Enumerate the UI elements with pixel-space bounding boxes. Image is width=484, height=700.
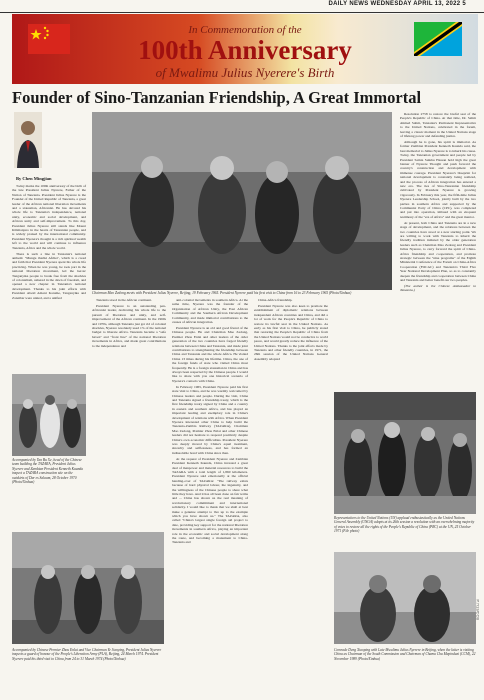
tanzania-flag-icon — [414, 22, 462, 56]
caption-bottom-right-photo: Comrade Deng Xiaoping with Late Mwalimu Julius Nyerere in Beijing, when the latter is visiting China as Chairman of the South Commission and Chairman of Chama Cha Mapinduzi (CCM), 22 November 1989 (Photo/Xinhua) — [334, 648, 476, 661]
banner-line-3: of Mwalimu Julius Nyerere's Birth — [155, 65, 335, 80]
byline: By Chen Mingjian — [16, 176, 52, 181]
caption-mid-right-photo: Representatives to the United Nations (UN) applaud enthusiastically as the United Nations General Assembly (UNGA) adopts at its 26th session a resolution with an overwhelming majority of votes to restore all the rights of the People's Republic of China (PRC) at the UN, 25 October 1971 (File photo) — [334, 516, 475, 534]
paragraph: Although he is gone, his spirit is immortal. As former Zambian President Kenneth Kaunda said, the best memorial to Julius Nyerere is to inherit his cause. Today, the Tanzanian government and people led by President Samia Suluhu Hassan hold high the great banner of Nyerere Thought and push forward the country's construction and development with immense courage. President Nyerere's blueprint for national development is constantly being realized, and the process of African integration has entered a new era. The ties of Sino-Tanzanian friendship cultivated by President Nyerere is growing vigorously. In February this year, the fifth-time Julius Nyerere Leadership School, jointly built by the two parties in southern Africa and supported by the Communist Party of China (CPC), was completed and put into operation, imbued with an eloquent testimony of the "era of Africa" and the great mentor. — [400, 139, 477, 219]
caption-mid-left-photo: Accompanied by Tan Bu Xe, head of the Chinese team building the TAZARA, President Julius Nyerere and Zambian President Kenneth Kaunda inspect a TAZARA construction site on the outskirts of Dar es Salaam, 28 October 1970 (Photo/Xinhua) — [12, 458, 83, 485]
photo-mao-nyerere — [92, 112, 392, 290]
photo-guard-of-honour — [12, 532, 164, 644]
paragraph: President Nyerere is an outstanding pan-Africanist leader, dedicating his whole life to the pursuit of liberation and unity, and self-improvement of the African continent. In the 1960s and 1970s, although Tanzania just got rid of colonial shackles, Nyerere resolutely used 1% of the national budget to liberate Africa. Tanzania became a "safe haven" and "front line" of the national liberation movements in Africa, and made great contributions to the independence and — [92, 303, 166, 348]
article-column-3 — [172, 298, 248, 546]
article-column-4 — [254, 298, 328, 363]
paragraph: At the request of President Nyerere and Zambian President Kenneth Kaunda, China invested a great deal of manpower and material resources to build the TAZARA with a total length of 1,860 kilometers. President Nyerere said emotionally at the official handing-over of TAZARA: "The railway exists because of hard physical labour, the ingenuity, and the willingness of the Chinese people to share what little they have. And it has all been done on fair terms and ... China has shown us the real meaning of revolutionary commitment and international solidarity. I would like to thank that we shall at best make a genuine attempt to live up to the example which you have shown us." The TAZARA, also called "China's largest single foreign aid project to date, providing key support for the national liberation movements in southern Africa, playing an important role in the economic and social development along the route, and becoming a monument to China-Tanzania and — [172, 456, 248, 545]
article-column-5 — [400, 112, 476, 294]
page-marker: P.7/13/CCB — [476, 599, 481, 620]
paragraph: Tanzania stood in the African continent. — [96, 298, 152, 302]
photo-tazara-inspection — [12, 374, 86, 456]
paragraph: President Nyerere was also keen to promote the establishment of diplomatic relations between independent African countries and China, and did a lot of work for the People's Republic of China to restore its lawful seat in the United Nations. As early as his first visit to China, he publicly stated that restoring the People's Republic of China from the United Nations would not be conducive to world peace, and would greatly reduce the influence of the United Nations. Thanks to the joint efforts made by Tanzania and other friendly countries, in 1971, the 26th session of the United Nations General Assembly adopted — [254, 303, 328, 361]
photo-deng-nyerere — [334, 552, 476, 644]
caption-top-photo: Chairman Mao Zedong meets with President Julius Nyerere, Beijing, 19 February 1965. President Nyerere paid his first visit to China from 16 to 23 February 1965 (Photo/Xinhua) — [92, 291, 352, 295]
banner-line-1: In Commemoration of the — [188, 24, 302, 36]
caption-bottom-left-photo: Accompanied by Chinese Premier Zhou Enlai and Vice Chairman Ye Jianying, President Julius Nyerere inspects a guard of honour of the People's Liberation Army (PLA), Beijing, 24 March 1974. President Nyerere paid his third visit to China from 24 to 31 March 1974 (Photo/Xinhua) — [12, 648, 162, 661]
paragraph: President Nyerere is an old and good friend of the Chinese people. He and Chairman Mao Zedong, Premier Zhou Enlai and other leaders of the older generation of the two countries have forged friendly relations between China and Tanzania, and made joint contributions to strengthening the friendship between China and Tanzania and the whole Africa. He visited China 13 times during his lifetime. China, the one of the foreign funds of state who visited China most frequently. He is a foreign statesman in China and has always been respected by the Chinese people. I would like to share with you one historical scenario of Nyerere's contacts with China. — [172, 325, 248, 383]
author-portrait — [14, 112, 42, 168]
paragraph: (The author is the Chinese Ambassador to Tanzania.) — [400, 283, 476, 293]
paragraph: Resolution 2758 to restore the lawful seat of the People's Republic of China. At that time, Dr. Salim Ahmed Salim, Tanzania's Permanent Representative to the United Nations, celebrated in the forum, leaving a classic moment in the United Nations stage of lifelong power and defending justice. — [400, 112, 476, 139]
masthead — [0, 0, 484, 13]
paragraph: anti-colonial movements in southern Africa. At the same time, Nyerere was the founder of the Organization of African Unity, the East African Community and the Southern African Development Community, and made immortal contributions to the causes of African integration. — [172, 298, 248, 325]
paragraph: There is such a line in Tanzania's national anthem: "Mungu ibariki Afrika", which is a creed and faith that President Nyerere spent his whole life practicing. When he was young, he took part in the national liberation movement, led the heroic Tanganyika people to break free from the shackles of colonialism, ushered in the dawn of freedom, and opened a new chapter in Tanzania's national development. Thanks to his joint efforts with President Abeid Amani Karume, Tanganyika and Zanzibar were united, and a unified — [12, 251, 86, 300]
article-column-2 — [92, 298, 166, 349]
paragraph: In February 1965, President Nyerere paid his first state visit to China, and he was warmly welcomed by Chinese leaders and people. During the visit, China and Tanzania signed a friendship treaty, which is the first friendship treaty signed by China and a country in eastern and southern Africa, and has played an important leading and exemplary role in China's development of relations with Africa. When President Nyerere interested other China to help build the Tanzania-Zambia Railway (TAZARA), Chairman Mao Zedong, Premier Zhou Enlai and other Chinese leaders did not hesitate to respond positively despite China's own economic difficulties. President Nyerere was deeply moved by China's equal treatment, sincerity and selflessness, and has formed an indissoluble bond with China since then. — [172, 384, 248, 455]
photo-un-assembly — [334, 392, 476, 514]
masthead-text: DAILY NEWS WEDNESDAY APRIL 13, 2022 5 — [328, 1, 466, 7]
paragraph: China-Africa friendship. — [258, 298, 293, 302]
article-column-1 — [12, 184, 86, 302]
paragraph: At present, both China and Tanzania are in a new stage of development, and the relations between the two countries have stood at a new starting point. We are willing to work with Tanzania to inherit the friendly tradition initiated by the older generation leaders such as Chairman Mao Zedong and President Julius Nyerere, to carry forward the spirit of China-Africa friendship and cooperation, and promote strategic between the "nine programs" of the Eighth Ministerial Conference of the Forum on China-Africa Cooperation (FOCAC) and Tanzania's Third Five Year National Development Plan, so as to constantly deepen the friendship and cooperation between China and Tanzania and better benefit our two peoples. — [400, 220, 476, 283]
anniversary-banner — [12, 14, 478, 84]
headline: Founder of Sino-Tanzanian Friendship, A Great Immortal — [12, 88, 422, 107]
banner-line-2: 100th Anniversary — [138, 35, 352, 65]
paragraph: Today marks the 100th anniversary of the birth of the late President Julius Nyerere, Father of the Nation of Tanzania. President Julius Nyerere is the Founder of the United Republic of Tanzania, a great leader of the African national liberation movements and a statesman, Africanist. He has devoted his whole life to Tanzania's independence, national unity, economic and social development, and African unity and self-improvement. To this day, President Julius Nyerere still stands like Mount Kilimanjaro in the hearts of Tanzanian people, and is widely praised by the international community. President Nyerere's thought is a rich spiritual wealth left to the world and will continue to influence Tanzania, Africa and the whole world. — [12, 184, 86, 250]
